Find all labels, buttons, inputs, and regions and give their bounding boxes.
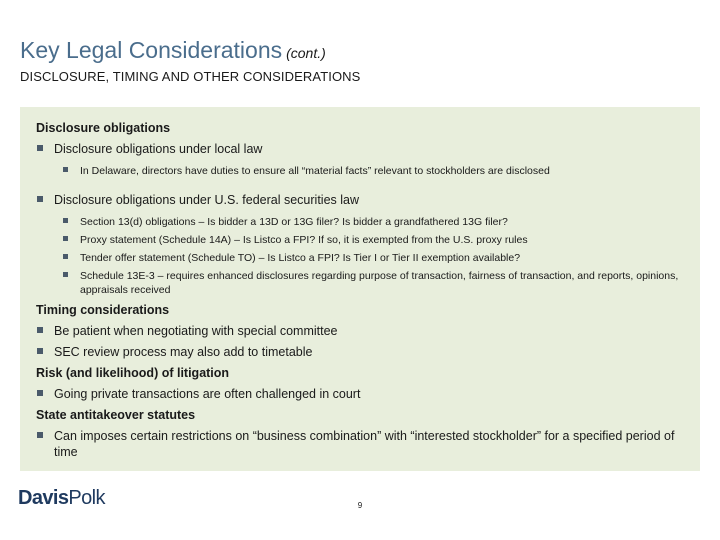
bullet-text: Disclosure obligations under local law — [54, 142, 263, 156]
content-box — [20, 107, 700, 471]
bullet-square-icon — [37, 196, 43, 202]
sub-bullet-text: Tender offer statement (Schedule TO) – Is Listco a FPI? Is Tier I or Tier II exemption available? — [80, 252, 521, 264]
sub-bullet-schedule-13e3 — [62, 269, 684, 297]
sub-bullet-delaware — [62, 164, 684, 178]
slide-title — [20, 36, 326, 67]
bullet-square-icon — [63, 236, 68, 241]
sub-bullet-text: Schedule 13E-3 – requires enhanced disclosures regarding purpose of transaction, fairness of transaction, and reports, opinions, appraisals received — [80, 270, 679, 296]
bullet-square-icon — [37, 327, 43, 333]
section-heading-litigation: Risk (and likelihood) of litigation — [36, 366, 230, 380]
bullet-timing-special-committee — [36, 323, 684, 339]
bullet-square-icon — [63, 167, 68, 172]
logo-polk: Polk — [68, 487, 105, 509]
section-heading-disclosure: Disclosure obligations — [36, 121, 171, 135]
bullet-square-icon — [37, 145, 43, 151]
bullet-square-icon — [37, 390, 43, 396]
bullet-square-icon — [63, 218, 68, 223]
bullet-text: Disclosure obligations under U.S. federal securities law — [54, 193, 360, 207]
bullet-text: Going private transactions are often challenged in court — [54, 387, 361, 401]
sub-bullet-section-13d — [62, 215, 684, 229]
section-heading-antitakeover: State antitakeover statutes — [36, 408, 196, 422]
bullet-timing-sec-review — [36, 344, 684, 360]
bullet-antitakeover — [36, 428, 684, 460]
bullet-square-icon — [37, 348, 43, 354]
davis-polk-logo — [18, 486, 105, 510]
bullet-text: Can imposes certain restrictions on “business combination” with “interested stockholder” for a specified period of time — [54, 429, 675, 459]
sub-bullet-tender-offer — [62, 251, 684, 265]
sub-bullet-text: Proxy statement (Schedule 14A) – Is Listco a FPI? If so, it is exempted from the U.S. proxy rules — [80, 234, 528, 246]
slide-subtitle: DISCLOSURE, TIMING AND OTHER CONSIDERATIONS — [20, 69, 361, 84]
bullet-local-law — [36, 141, 684, 157]
bullet-square-icon — [37, 432, 43, 438]
logo-davis: Davis — [18, 487, 69, 509]
bullet-square-icon — [63, 272, 68, 277]
bullet-square-icon — [63, 254, 68, 259]
bullet-text: Be patient when negotiating with special committee — [54, 324, 338, 338]
slide-title-suffix: (cont.) — [286, 45, 326, 61]
sub-bullet-proxy-statement — [62, 233, 684, 247]
sub-bullet-text: In Delaware, directors have duties to ensure all “material facts” relevant to stockholders are disclosed — [80, 165, 550, 177]
sub-bullet-text: Section 13(d) obligations – Is bidder a 13D or 13G filer? Is bidder a grandfathered 13G filer? — [80, 216, 508, 228]
slide-title-text: Key Legal Considerations — [20, 37, 283, 63]
page-number: 9 — [357, 501, 363, 510]
bullet-text: SEC review process may also add to timetable — [54, 345, 313, 359]
bullet-litigation — [36, 386, 684, 402]
section-heading-timing: Timing considerations — [36, 303, 170, 317]
bullet-federal-law — [36, 192, 684, 208]
